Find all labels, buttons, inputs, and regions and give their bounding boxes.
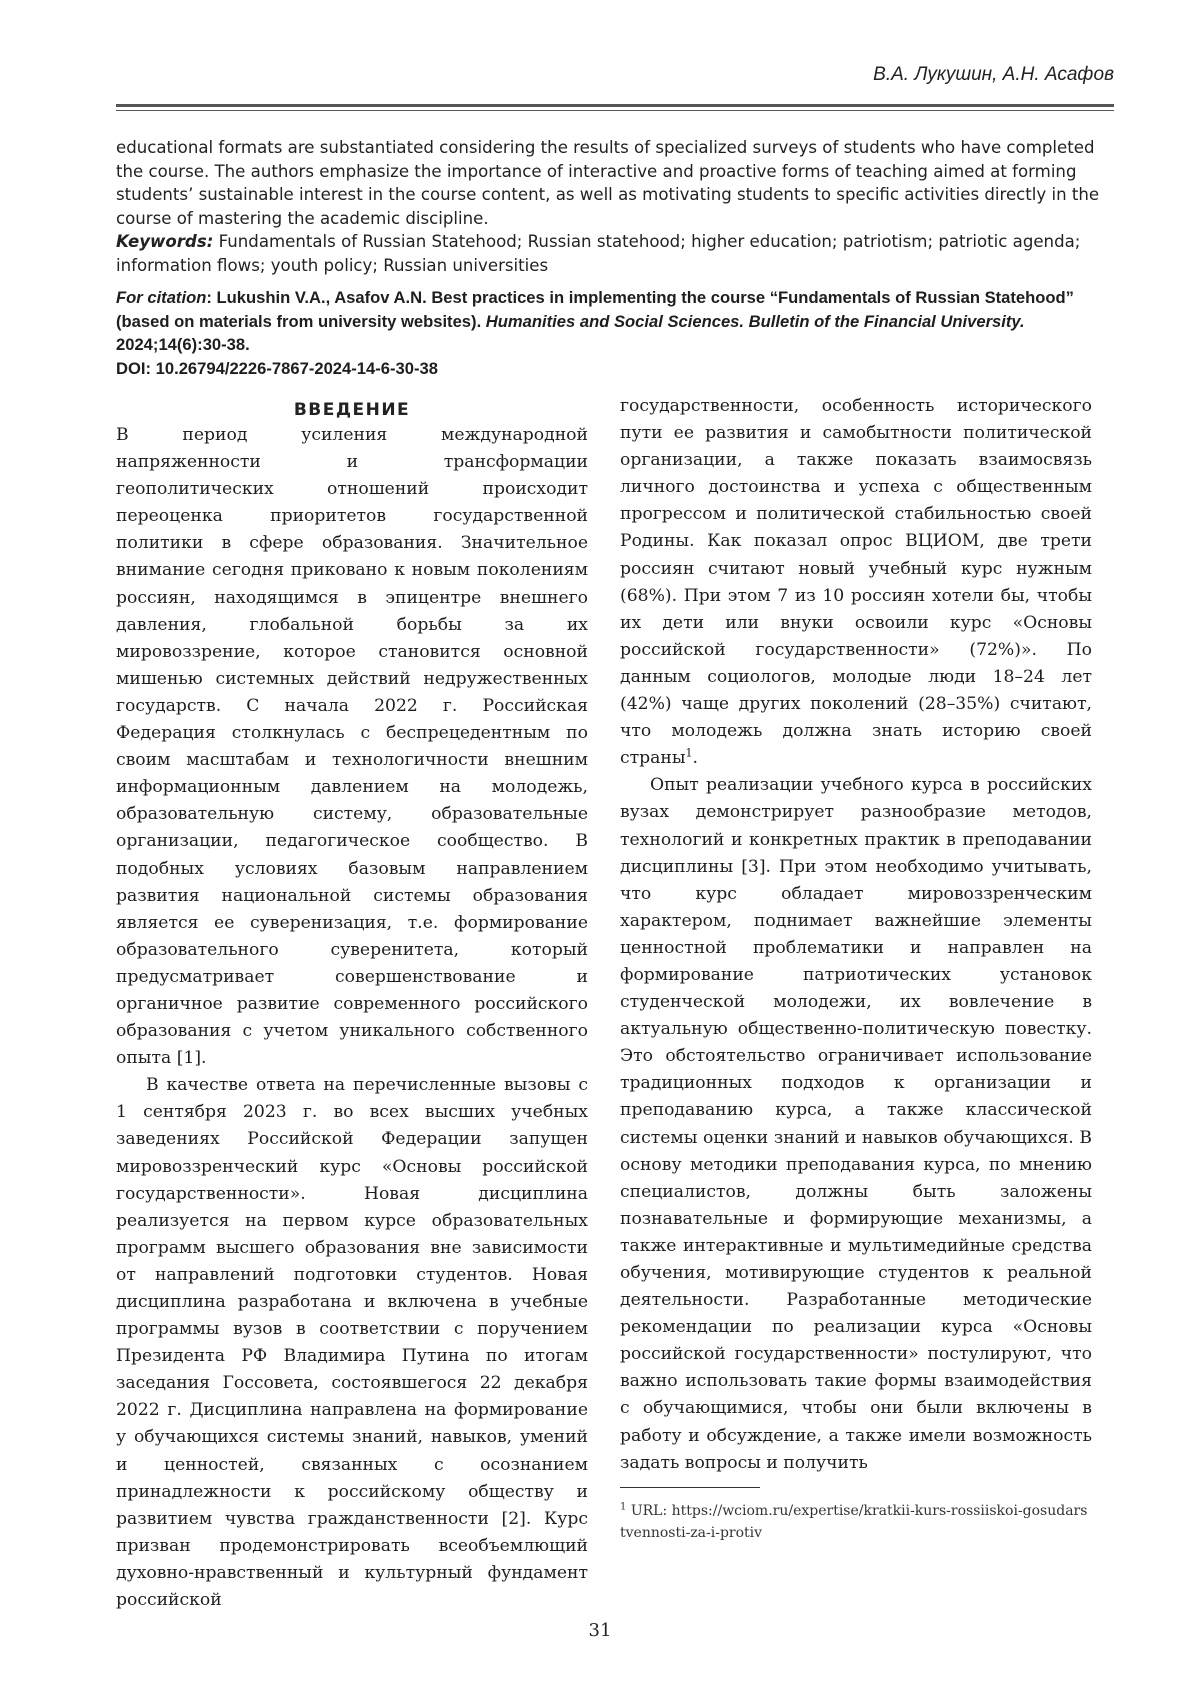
- right-paragraph-2: Опыт реализации учебного курса в российских вузах демонстрирует разнообразие методов, технологий и конкретных практик в преподавании дисциплины [3]. При этом необходимо учитывать, что курс обладает мировоззренческим характером, поднимает важнейшие элементы ценностной проблематики и направлен на формирование патриотических установок студенческой молодежи, их вовлечение в актуальную общественно-политическую повестку. Это обстоятельство ограничивает использование традиционных подходов к организации и преподаванию курса, а также классической системы оценки знаний и навыков обучающихся. В основу методики преподавания курса, по мнению специалистов, должны быть заложены познавательные и формирующие механизмы, а также интерактивные и мультимедийные средства обучения, мотивирующие студентов к реальной деятельности. Разработанные методические рекомендации по реализации курса «Основы российской государственности» постулируют, что важно использовать такие формы взаимодействия с обучающимися, чтобы они были включены в работу и обсуждение, а также имели возможность задать вопросы и получить: [620, 775, 1092, 1473]
- abstract-text: educational formats are substantiated considering the results of specialized surveys of students who have completed the course. The authors emphasize the importance of interactive and proactive forms of teaching aimed at forming students’ sustainable interest in the course content, as well as motivating students to specific activities directly in the course of mastering the academic discipline.: [116, 138, 1100, 228]
- right-paragraph-1-text: государственности, особенность исторического пути ее развития и самобытности политической организации, а также показать взаимосвязь личного достоинства и успеха с общественным прогрессом и политической стабильностью своей Родины. Как показал опрос ВЦИОМ, две трети россиян считают новый учебный курс нужным (68%). При этом 7 из 10 россиян хотели бы, чтобы их дети или внуки освоили курс «Основы российской государственности» (72%)». По данным социологов, молодые люди 18–24 лет (42%) чаще других поколений (28–35%) считают, что молодежь должна знать историю своей страны: [620, 396, 1092, 769]
- keywords-line: [116, 230, 1114, 277]
- citation-details: 2024;14(6):30-38.: [116, 335, 250, 354]
- running-head-authors: В.А. Лукушин, А.Н. Асафов: [873, 64, 1114, 85]
- keywords-label: Keywords:: [116, 232, 214, 251]
- citation-doi: DOI: 10.26794/2226-7867-2024-14-6-30-38: [116, 358, 438, 378]
- right-column: [620, 393, 1092, 1477]
- page-number: 31: [588, 1620, 612, 1641]
- citation-journal: Humanities and Social Sciences. Bulletin of the Financial University.: [485, 311, 1025, 331]
- section-title: ВВЕДЕНИЕ: [293, 400, 411, 420]
- footnote-url[interactable]: URL: https://wciom.ru/expertise/kratkii-kurs-rossiiskoi-gosudarstvennosti-za-i-protiv: [620, 1503, 1088, 1541]
- right-paragraph-1: государственности, особенность исторического пути ее развития и самобытности политической организации, а также показать взаимосвязь личного достоинства и успеха с общественным прогрессом и политической стабильностью своей Родины. Как показал опрос ВЦИОМ, две трети россиян считают новый учебный курс нужным (68%). При этом 7 из 10 россиян хотели бы, чтобы их дети или внуки освоили курс «Основы российской государственности» (72%)». По данным социологов, молодые люди 18–24 лет (42%) чаще других поколений (28–35%) считают, что молодежь должна знать историю своей страны$^1$.: [620, 396, 1092, 769]
- header-rule: [116, 104, 1114, 111]
- citation-block: [116, 286, 1114, 380]
- left-column: [116, 422, 588, 1614]
- abstract-block: [116, 136, 1114, 277]
- keywords-text: Fundamentals of Russian Statehood; Russian statehood; higher education; patriotism; patriotic agenda; information flows; youth policy; Russian universities: [116, 232, 1081, 275]
- footnote: [620, 1500, 1092, 1544]
- footnote-ref: 1: [685, 746, 693, 760]
- citation-text: : Lukushin V.A., Asafov A.N. Best practices in implementing the course “Fundamentals of Russian Statehood” (based on materials from university websites).: [116, 288, 1074, 331]
- footnote-number: 1: [620, 1501, 627, 1513]
- citation-label: For citation: [116, 288, 207, 307]
- left-paragraph-2: В качестве ответа на перечисленные вызовы с 1 сентября 2023 г. во всех высших учебных заведениях Российской Федерации запущен мировоззренческий курс «Основы российской государственности». Новая дисциплина реализуется на первом курсе образовательных программ высшего образования вне зависимости от направлений подготовки студентов. Новая дисциплина разработана и включена в учебные программы вузов в соответствии с поручением Президента РФ Владимира Путина по итогам заседания Госсовета, состоявшегося 22 декабря 2022 г. Дисциплина направлена на формирование у обучающихся системы знаний, навыков, умений и ценностей, связанных с осознанием принадлежности к российскому обществу и развитием чувства гражданственности [2]. Курс призван продемонстрировать всеобъемлющий духовно-нравственный и культурный фундамент российской: [116, 1075, 588, 1611]
- footnote-rule: [620, 1487, 760, 1488]
- left-paragraph-1: В период усиления международной напряженности и трансформации геополитических отношений происходит переоценка приоритетов государственной политики в сфере образования. Значительное внимание сегодня приковано к новым поколениям россиян, находящимся в эпицентре внешнего давления, глобальной борьбы за их мировоззрение, которое становится основной мишенью системных действий недружественных государств. С начала 2022 г. Российская Федерация столкнулась с беспрецедентным по своим масштабам и технологичности внешним информационным давлением на молодежь, образовательную систему, образовательные организации, педагогическое сообщество. В подобных условиях базовым направлением развития национальной системы образования является ее суверенизация, т.е. формирование образовательного суверенитета, который предусматривает совершенствование и органичное развитие современного российского образования с учетом уникального собственного опыта [1].: [116, 425, 588, 1069]
